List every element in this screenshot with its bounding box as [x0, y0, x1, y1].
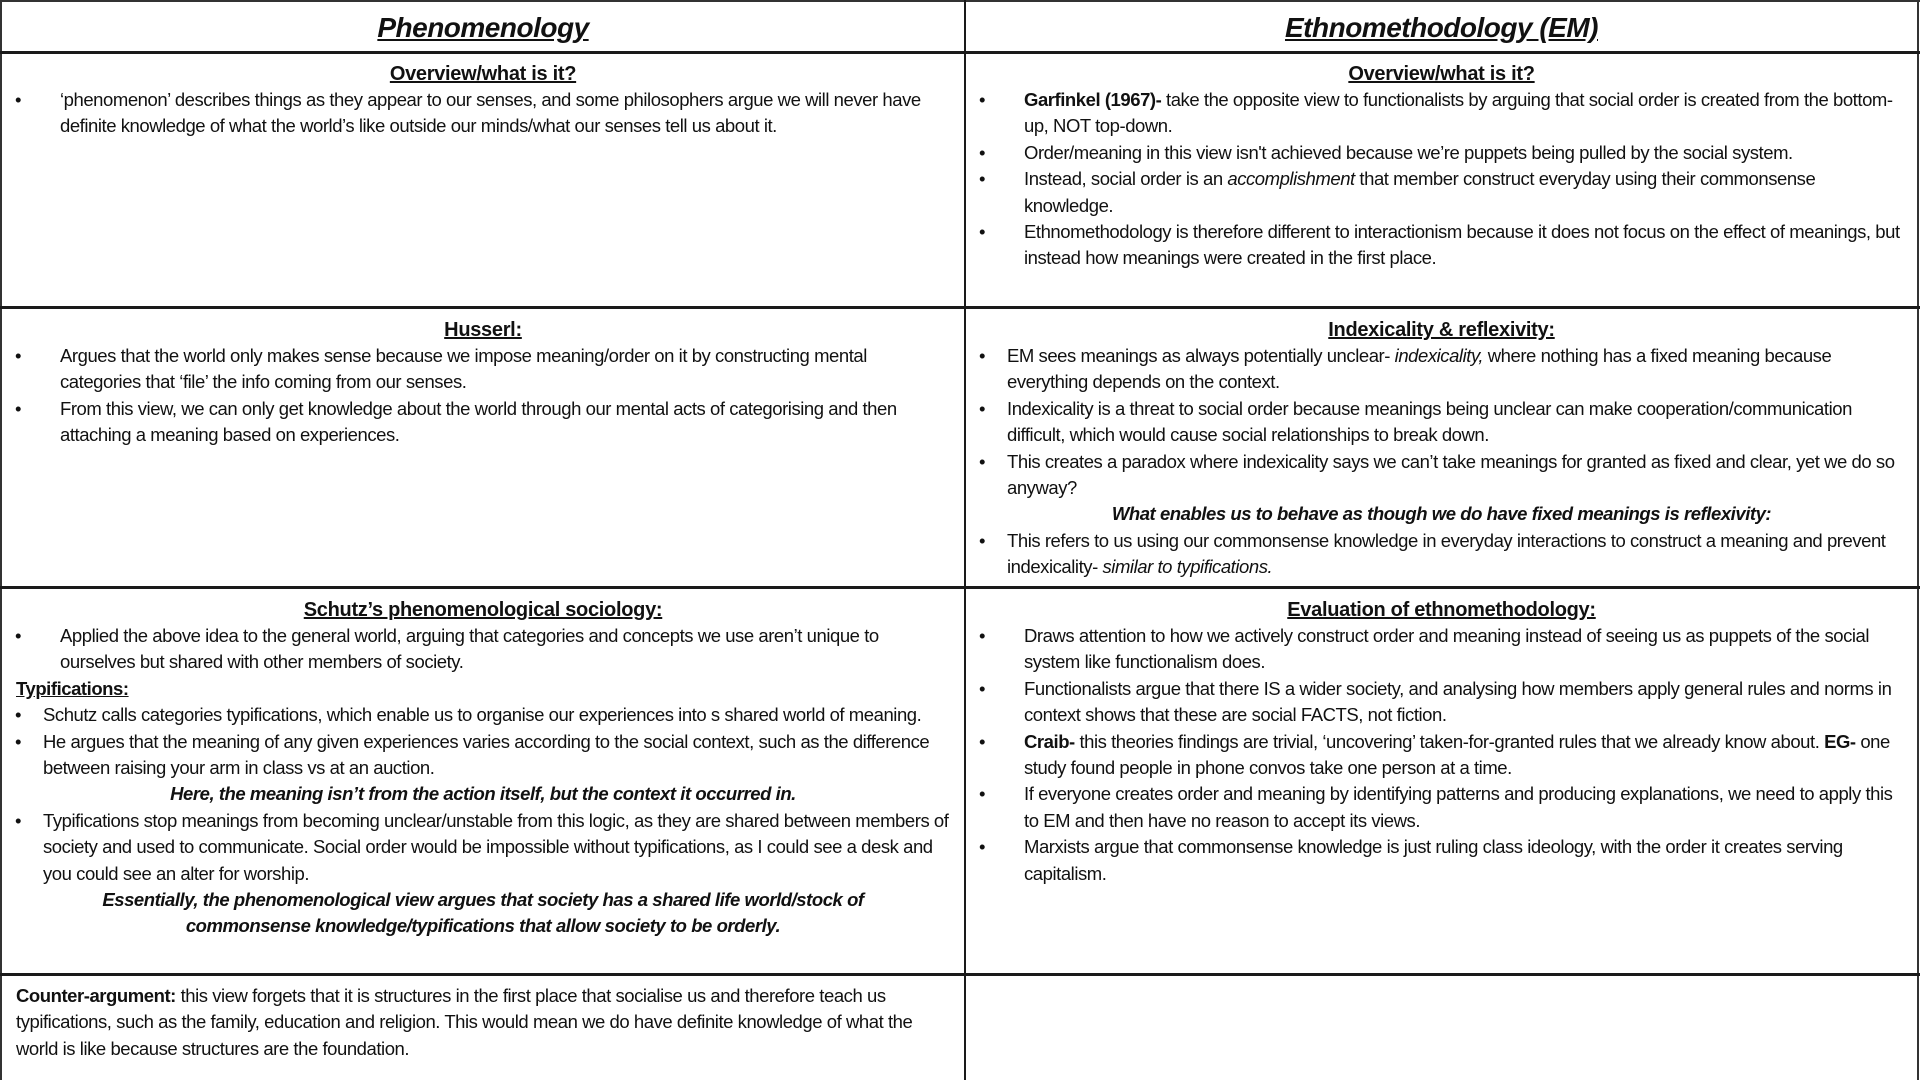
section-title-overview: Overview/what is it? — [389, 63, 577, 85]
list-item: • From this view, we can only get knowledge about the world through our mental acts of categorising and then attaching a meaning based on experiences. — [2, 396, 964, 449]
section-title-evaluation: Evaluation of ethnomethodology: — [1287, 599, 1596, 621]
cell-indexicality — [966, 309, 1917, 586]
bullet-list — [2, 623, 964, 676]
section-title-schutz: Schutz’s phenomenological sociology: — [303, 599, 663, 621]
emphasis-statement: What enables us to behave as though we do have fixed meanings is reflexivity: — [1111, 503, 1772, 525]
counter-argument-label: Counter-argument: — [16, 985, 176, 1006]
bullet-list — [2, 87, 964, 140]
example-label: EG- — [1824, 730, 1856, 752]
header-cell-ethnomethodology — [966, 2, 1917, 51]
list-item: • Applied the above idea to the general world, arguing that categories and concepts we use aren’t unique to ourselves but shared with other members of society. — [2, 623, 964, 676]
cell-evaluation — [966, 589, 1917, 973]
list-item: • Indexicality is a threat to social order because meanings being unclear can make cooperation/communication difficult, which would cause social relationships to break down. — [966, 396, 1917, 449]
author-citation: Garfinkel (1967)- — [1024, 89, 1162, 110]
cell-em-overview — [966, 54, 1917, 306]
emphasis-summary: Essentially, the phenomenological view argues that society has a shared life world/stock of commonsense knowledge/typifications that allow society to be orderly. — [102, 889, 864, 937]
list-item: • Marxists argue that commonsense knowledge is just ruling class ideology, with the order it creates serving capitalism. — [966, 834, 1917, 887]
section-title-husserl: Husserl: — [444, 319, 522, 341]
cell-husserl — [2, 309, 964, 586]
list-item: • If everyone creates order and meaning by identifying patterns and producing explanations, we need to apply this to EM and then have no reason to accept its views. — [966, 781, 1917, 834]
emphasis-term: accomplishment — [1227, 168, 1355, 190]
bullet-list — [966, 623, 1917, 887]
cell-phenomenology-overview — [2, 54, 964, 306]
counter-argument-text: Counter-argument: this view forgets that it is structures in the first place that socialise us and therefore teach us typifications, such as the family, education and religion. This would mean we do have definite knowledge of what the world is like because structures are the foundation. — [16, 985, 913, 1059]
list-item: • EM sees meanings as always potentially unclear- indexicality, where nothing has a fixed meaning because everything depends on the context. — [966, 343, 1917, 396]
list-item: • Schutz calls categories typifications, which enable us to organise our experiences into s shared world of meaning. — [2, 702, 964, 728]
bullet-list — [966, 528, 1917, 581]
list-item: • Garfinkel (1967)- take the opposite view to functionalists by arguing that social order is created from the bottom-up, NOT top-down. — [966, 87, 1917, 140]
bullet-list — [966, 343, 1917, 501]
list-item: • He argues that the meaning of any given experiences varies according to the social context, such as the difference between raising your arm in class vs at an auction. — [2, 729, 964, 782]
author-citation: Craib- — [1024, 730, 1075, 752]
list-item: • Order/meaning in this view isn't achieved because we’re puppets being pulled by the social system. — [966, 140, 1917, 166]
bullet-list — [2, 808, 964, 887]
emphasis-term: similar to typifications. — [1102, 556, 1273, 578]
list-item: • This refers to us using our commonsense knowledge in everyday interactions to construct a meaning and prevent indexicality- similar to typifications. — [966, 528, 1917, 581]
column-title-ethnomethodology: Ethnomethodology (EM) — [1284, 12, 1598, 43]
list-item: • Draws attention to how we actively construct order and meaning instead of seeing us as puppets of the social system like functionalism does. — [966, 623, 1917, 676]
cell-counter-argument — [2, 976, 964, 1080]
table-border-right — [1917, 0, 1919, 1080]
cell-schutz — [2, 589, 964, 973]
list-item: • Craib- this theories findings are trivial, ‘uncovering’ taken-for-granted rules that we already know about. EG- one study found people in phone convos take one person at a time. — [966, 729, 1917, 782]
list-item: • Argues that the world only makes sense because we impose meaning/order on it by constructing mental categories that ‘file’ the info coming from our senses. — [2, 343, 964, 396]
bullet-list — [2, 702, 964, 781]
emphasis-statement: Here, the meaning isn’t from the action itself, but the context it occurred in. — [170, 783, 796, 805]
cell-empty — [966, 976, 1917, 1080]
emphasis-term: indexicality, — [1394, 345, 1484, 366]
header-cell-phenomenology — [2, 2, 964, 51]
list-item: • Typifications stop meanings from becoming unclear/unstable from this logic, as they are shared between members of society and used to communicate. Social order would be impossible without typifications, as I could see a desk and you could see an alter for worship. — [2, 808, 964, 887]
section-title-indexicality: Indexicality & reflexivity: — [1328, 319, 1555, 341]
list-item: • This creates a paradox where indexicality says we can’t take meanings for granted as fixed and clear, yet we do so anyway? — [966, 449, 1917, 502]
section-title-overview: Overview/what is it? — [1348, 63, 1535, 85]
list-item: • Functionalists argue that there IS a wider society, and analysing how members apply general rules and norms in context shows that these are social FACTS, not fiction. — [966, 676, 1917, 729]
column-title-phenomenology: Phenomenology — [377, 12, 589, 43]
list-item: • Instead, social order is an accomplishment that member construct everyday using their commonsense knowledge. — [966, 166, 1917, 219]
list-item: • ‘phenomenon’ describes things as they appear to our senses, and some philosophers argue we will never have definite knowledge of what the world’s like outside our minds/what our senses tell us about it. — [2, 87, 964, 140]
subheading-typifications: Typifications: — [16, 677, 129, 699]
bullet-list — [2, 343, 964, 449]
list-item: • Ethnomethodology is therefore different to interactionism because it does not focus on the effect of meanings, but instead how meanings were created in the first place. — [966, 219, 1917, 272]
bullet-list — [966, 87, 1917, 272]
